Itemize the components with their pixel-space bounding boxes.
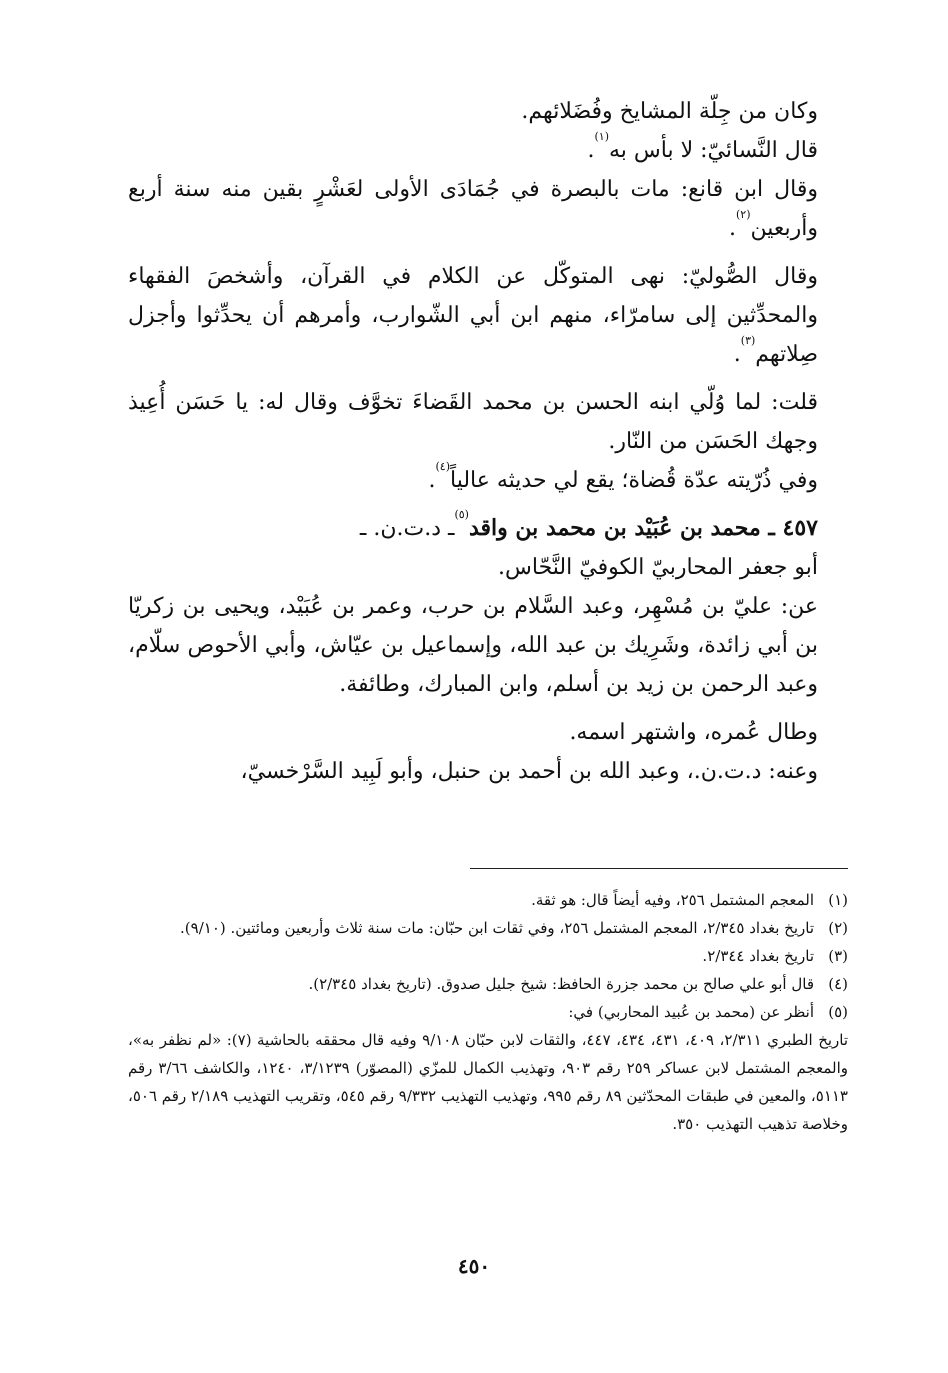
footnote-number: (١) <box>828 891 848 909</box>
footnote-ref[interactable]: (٤) <box>435 460 450 473</box>
sentence: قال النَّسائيّ: لا بأس به <box>609 138 818 163</box>
footnote-number: (٣) <box>828 947 848 965</box>
paragraph <box>128 587 848 704</box>
entry-title: ٤٥٧ ـ محمد بن عُبَيْد بن محمد بن واقد <box>468 515 818 541</box>
paragraph: وفي ذُرّيته عدّة قُضاة؛ يقع لي حديثه عالياً$^{(٤)}$. <box>428 460 818 493</box>
text-line <box>128 548 848 587</box>
footnotes <box>128 886 848 1138</box>
footnote-ref[interactable]: (٢) <box>736 208 751 221</box>
entry-symbols: ـ د.ت.ن. ـ <box>359 516 455 541</box>
footnote-continuation: تاريخ الطبري ٢/٣١١، ٤٠٩، ٤٣١، ٤٣٤، ٤٤٧، والثقات لابن حبّان ٩/١٠٨ وفيه قال محققه بالحاشية (٧): «لم نظفر به»، والمعجم المشتمل لابن عساكر ٢٥٩ رقم ٩٠٣، وتهذيب الكمال للمزّي (المصوّر) ٣/١٢٣٩، ١٢٤٠، والكاشف ٣/٦٦ رقم ٥١١٣، والمعين في طبقات المحدّثين ٨٩ رقم ٩٩٥، وتهذيب التهذيب ٩/٣٣٢ رقم ٥٤٥، وتقريب التهذيب ٢/١٨٩ رقم ٥٠٦، وخلاصة تذهيب التهذيب ٣٥٠. <box>128 1031 849 1133</box>
sentence: وكان من جِلّة المشايخ وفُضَلائهم. <box>521 99 818 124</box>
footnote <box>128 970 848 998</box>
footnote-ref[interactable]: (٣) <box>740 334 756 347</box>
entry-heading <box>128 509 848 548</box>
footnote-text: تاريخ بغداد ٢/٣٤٤. <box>702 947 814 965</box>
sentence: أبو جعفر المحاربيّ الكوفيّ النَّحّاس. <box>498 555 818 580</box>
footnote <box>128 914 848 942</box>
footnote-number: (٤) <box>828 975 848 993</box>
text-line <box>128 752 848 791</box>
text-line: قال النَّسائيّ: لا بأس به$^{(١)}$. <box>587 130 818 163</box>
footnote-text: أنظر عن (محمد بن عُبيد المحاربي) في: <box>568 1003 814 1021</box>
text-line <box>128 92 848 131</box>
footnote-ref[interactable]: (١) <box>594 130 610 143</box>
paragraph <box>128 383 848 461</box>
text-line <box>128 713 848 752</box>
footnote <box>128 942 848 970</box>
paragraph: وقال الصُّوليّ: نهى المتوكّل عن الكلام في القرآن، وأشخصَ الفقهاء والمحدِّثين إلى سامرّاء، منهم ابن أبي الشّوارب، وأمرهم أن يحدِّثوا وأجزل صِلاتهم$^{(٣)}$. <box>128 264 818 367</box>
footnote-number: (٢) <box>828 919 848 937</box>
footnote <box>128 998 848 1026</box>
sentence: وطال عُمره، واشتهر اسمه. <box>569 720 818 745</box>
sentence: وقال ابن قانع: مات بالبصرة في جُمَادَى الأولى لعَشْرٍ بقين منه سنة أربع وأربعين <box>128 177 818 241</box>
sentence: قلت: لما وُلّي ابنه الحسن بن محمد القَضاءَ تخوَّف وقال له: يا حَسَن أُعِيذ وجهك الحَسَن من النّار. <box>128 390 818 454</box>
paragraph: وقال ابن قانع: مات بالبصرة في جُمَادَى الأولى لعَشْرٍ بقين منه سنة أربع وأربعين$^{(٢)}$. <box>128 177 818 241</box>
footnote <box>128 886 848 914</box>
sentence: عن: عليّ بن مُسْهِر، وعبد السَّلام بن حرب، وعمر بن عُبَيْد، ويحيى بن زكريّا بن أبي زائدة، وشَرِيك بن عبد الله، وإسماعيل بن عيّاش، وأبي الأحوص سلّام، وعبد الرحمن بن زيد بن أسلم، وابن المبارك، وطائفة. <box>128 594 818 697</box>
footnote-text: قال أبو علي صالح بن محمد جزرة الحافظ: شيخ جليل صدوق. (تاريخ بغداد ٢/٣٤٥). <box>308 975 814 993</box>
sentence: وقال الصُّوليّ: نهى المتوكّل عن الكلام في القرآن، وأشخصَ الفقهاء والمحدِّثين إلى سامرّاء، منهم ابن أبي الشّوارب، وأمرهم أن يحدِّثوا وأجزل صِلاتهم <box>128 264 818 367</box>
main-text <box>128 92 848 791</box>
footnote-ref[interactable]: (٥) <box>454 508 469 521</box>
sentence: وعنه: د.ت.ن.، وعبد الله بن أحمد بن حنبل، وأبو لَبِيد السَّرْخسيّ، <box>240 759 818 784</box>
footnote-divider <box>470 868 848 870</box>
page-number: ٤٥٠ <box>457 1254 491 1278</box>
footnote-number: (٥) <box>828 1003 848 1021</box>
sentence: وفي ذُرّيته عدّة قُضاة؛ يقع لي حديثه عالياً <box>449 468 818 493</box>
footnote-text: تاريخ بغداد ٢/٣٤٥، المعجم المشتمل ٢٥٦، وفي ثقات ابن حبّان: مات سنة ثلاث وأربعين ومائتين. (٩/١٠). <box>180 919 814 937</box>
footnote-text: المعجم المشتمل ٢٥٦، وفيه أيضاً قال: هو ثقة. <box>531 891 814 909</box>
